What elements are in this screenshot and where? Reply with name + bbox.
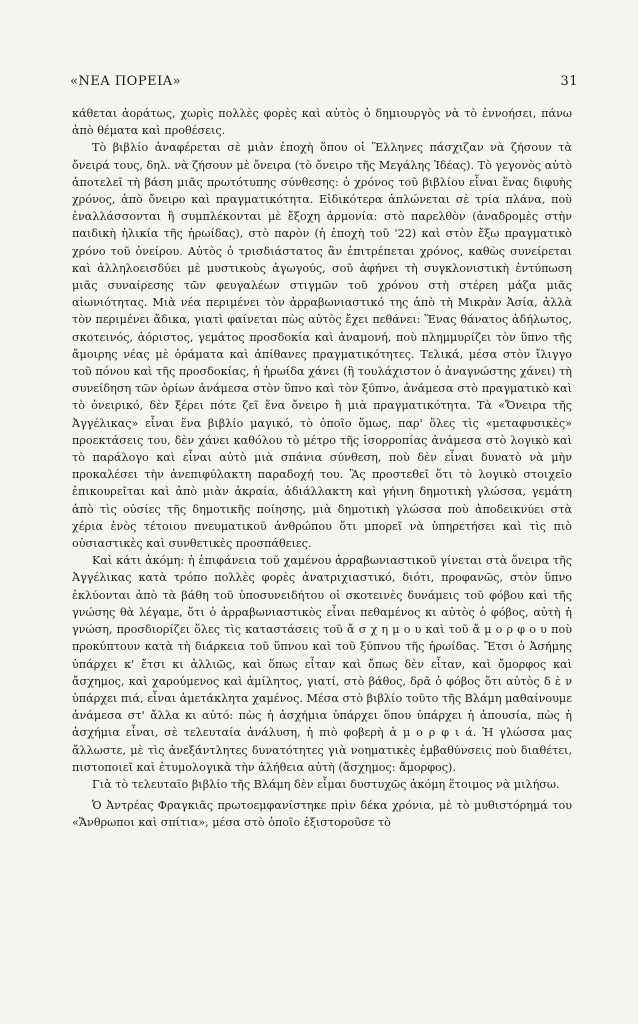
running-header	[70, 74, 578, 92]
journal-title: «ΝΕΑ ΠΟΡΕΙΑ»	[70, 74, 182, 89]
paragraph: Ὁ Ἀντρέας Φραγκιᾶς πρωτοεμφανίστηκε πρὶν δέκα χρόνια, μὲ τὸ μυθιστόρημά του «Ἄνθρωποι καὶ σπίτια», μέσα στὸ ὁποῖο ἐξιστοροῦσε τὸ	[72, 799, 572, 830]
article-body	[72, 105, 572, 832]
paragraph: Γιὰ τὸ τελευταῖο βιβλίο τῆς Βλάμη δὲν εἶμαι δυστυχῶς ἀκόμη ἕτοιμος νὰ μιλήσω.	[92, 777, 560, 791]
paragraph: κάθεται ἀοράτως, χωρὶς πολλὲς φορὲς καὶ αὐτὸς ὁ δημιουργὸς νὰ τὸ ἐννοήσει, πάνω ἀπὸ θέματα καὶ προθέσεις.	[72, 107, 572, 138]
page-number: 31	[560, 74, 578, 89]
paragraph: Τὸ βιβλίο ἀναφέρεται σὲ μιὰν ἐποχὴ ὅπου οἱ Ἕλληνες πάσχιζαν νὰ ζήσουν τὰ ὄνειρά τους, δηλ. νὰ ζήσουν μὲ ὄνειρα (τὸ ὄνειρο τῆς Μεγάλης Ἰδέας). Τὸ γεγονὸς αὐτὸ ἀποτελεῖ τὴ βάση μιᾶς πρωτότυπης σύνθεσης: ὁ χρόνος τοῦ βιβλίου εἶναι ἕνας διφυὴς χρόνος, ἀπὸ ὄνειρο καὶ πραγματικότητα. Εἰδικότερα ἁπλώνεται σὲ τρία πλάνα, ποὺ ἐναλλάσσονται ἢ συμπλέκονται μὲ ἔξοχη ἁρμονία: στὸ παρελθὸν (ἀναδρομὲς στὴν παιδικὴ ἡλικία τῆς ἡρωίδας), στὸ παρὸν (ἡ ἐποχὴ τοῦ '22) καὶ στὸν ἔξω πραγματικὸ χρόνο τοῦ ὀνείρου. Αὐτὸς ὁ τρισδιάστατος ἂν ἐπιτρέπεται χρόνος, καθὼς συνείρεται καὶ ἀλληλοεισδύει μὲ μυστικοὺς ἀγωγούς, σοῦ ἀφήνει τὴ συγκλονιστικὴ ἐντύπωση μιᾶς συναίρεσης τῶν φευγαλέων στιγμῶν τοῦ χρόνου στὴ στέρεη μάζα μιᾶς αἰωνιότητας. Μιὰ νέα περιμένει τὸν ἀρραβωνιαστικό της ἀπὸ τὴ Μικρὰν Ἀσία, ἀλλὰ τὸν περιμένει ἄδικα, γιατὶ φαίνεται πὼς αὐτὸς ἔχει πεθάνει: Ἕνας θάνατος ἀδήλωτος, σκοτεινός, ἀόριστος, γεμάτος προσδοκία καὶ ἀναμονή, ποὺ πλημμυρίζει τὸν ὕπνο τῆς ἄμοιρης νέας μὲ ὁράματα καὶ ἀπίθανες πραγματικότητες. Τελικά, μέσα στὸν ἴλιγγο τοῦ πόνου καὶ τῆς προσδοκίας, ἡ ἡρωίδα χάνει (ἢ τουλάχιστον ὁ ἀναγνώστης χάνει) τὴ συνείδηση τῶν ὁρίων ἀνάμεσα στὸν ὕπνο καὶ τὸν ξύπνο, ἀνάμεσα στὸ πραγματικὸ καὶ τὸ ὀνειρικό, δὲν ξέρει πότε ζεῖ ἕνα ὄνειρο ἢ μιὰ πραγματικότητα. Τὰ «Ὄνειρα τῆς Ἀγγέλικας» εἶναι ἕνα βιβλίο μαγικό, τὸ ὁποῖο ὅμως, παρ' ὅλες τὶς «μεταφυσικὲς» προεκτάσεις του, δὲν χάνει καθόλου τὸ μέτρο τῆς ἰσορροπίας ἀνάμεσα στὸ λογικὸ καὶ τὸ παράλογο καὶ εἶναι αὐτὸ μιὰ σπάνια σύνθεση, ποὺ δὲν εἶναι δυνατὸ νὰ μὴν προκαλέσει τὴν ἀνεπιφύλακτη παραδοχή του. Ἂς προστεθεῖ ὅτι τὸ λογικὸ στοιχεῖο ἐπικουρεῖται καὶ ἀπὸ μιὰν ἀκραία, ἀδιάλλακτη καὶ γήινη δημοτικὴ γλώσσα, γεμάτη ἀπὸ τὶς οὐσίες τῆς δημοτικῆς ποίησης, μιὰ δημοτικὴ γλώσσα ποὺ ἀποδεικνύει στὰ χέρια ἑνὸς τέτοιου πνευματικοῦ ἀνθρώπου ὅτι μπορεῖ νὰ ὑπηρετήσει καὶ τὶς πιὸ οὐσιαστικὲς καὶ συνθετικὲς προσπάθειες.	[72, 141, 572, 551]
paragraph: Καὶ κάτι ἀκόμη: ἡ ἐπιφάνεια τοῦ χαμένου ἀρραβωνιαστικοῦ γίνεται στὰ ὄνειρα τῆς Ἀγγέλικας κατὰ τρόπο πολλὲς φορὲς ἀνατριχιαστικό, διότι, προφανῶς, στὸν ὕπνο ἐκλύονται ἀπὸ τὰ βάθη τοῦ ὑποσυνειδήτου οἱ σκοτεινὲς δυνάμεις τοῦ φόβου καὶ τῆς γνώσης θὰ λέγαμε, ὅτι ὁ ἀρραβωνιαστικὸς εἶναι πεθαμένος κι αὐτὸς ὁ φόβος, αὐτὴ ἡ γνώση, προσδιορίζει ὅλες τὶς καταστάσεις τοῦ ἄ σ χ η μ ο υ καὶ τοῦ ἄ μ ο ρ φ ο υ ποὺ προκύπτουν κατὰ τὴ διάρκεια τοῦ ὕπνου καὶ τοῦ ξύπνου τῆς ἡρωίδας. Ἔτσι ὁ Ἀσήμης ὑπάρχει κ' ἔτσι κι ἀλλιῶς, καὶ ὅπως εἶταν καὶ ὅπως δὲν εἶταν, καὶ ὄμορφος καὶ ἄσχημος, καὶ χαρούμενος καὶ ἀμίλητος, γιατί, στὸ βάθος, δρᾶ ὁ φόβος ὅτι αὐτὸς δ ὲ ν ὑπάρχει πιά, εἶναι ἀμετάκλητα χαμένος. Μέσα στὸ βιβλίο τοῦτο τῆς Βλάμη μαθαίνουμε ἀνάμεσα στ' ἄλλα κι αὐτό: πὼς ἡ ἀσχήμια ὑπάρχει ὅπου ὑπάρχει ἡ ἀπουσία, πὼς ἡ ἀσχήμια εἶναι, σὲ τελευταία ἀνάλυση, ἡ πιὸ φοβερὴ ἀ μ ο ρ φ ι ά. Ἡ γλώσσα μας ἄλλωστε, μὲ τὶς ἀνεξάντλητες δυνατότητες γιὰ νοηματικὲς ἐμβαθύνσεις ποὺ διαθέτει, πιστοποιεῖ καὶ ἐτυμολογικὰ τὴν ἀλήθεια αὐτὴ (ἄσχημος: ἄμορφος).	[72, 554, 572, 774]
